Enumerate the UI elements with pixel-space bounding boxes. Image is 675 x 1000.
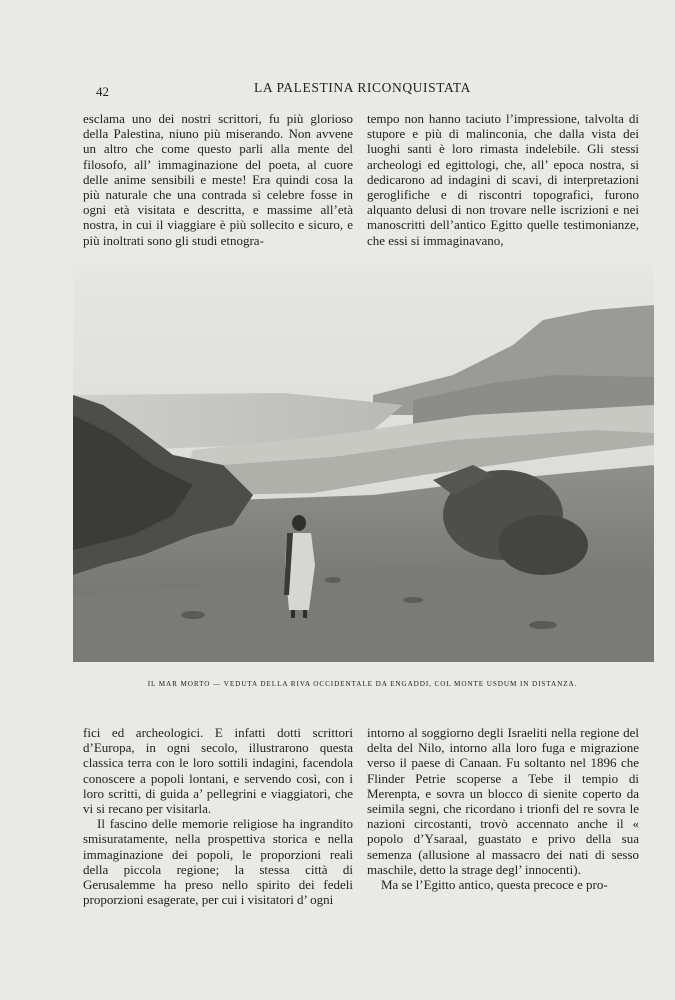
- dead-sea-photograph: [73, 265, 654, 662]
- paragraph: intorno al soggiorno degli Israeliti nella regione del delta del Nilo, intorno alla loro fuga e migrazione verso il paese di Canaan. Fu soltanto nel 1896 che Flinder Petrie scoperse a Tebe il tempio di Merenpta, e sovra un blocco di sienite coperto da seimila segni, che ricordano i trionfi del re sovra le nazioni circostanti, trovò accennato anche il « popolo d’Ysaraal, guastato e privo della sua semenza (allusione al massacro dei nati di sesso maschile, detto la strage degl’ innocenti).: [367, 725, 639, 877]
- paragraph: esclama uno dei nostri scrittori, fu più glorioso della Palestina, niuno più miserando. Non avvene un altro che come questo parli alla mente del filosofo, all’ immaginazione del poeta, al cuore delle anime sensibili e meste! Era quindi cosa la più naturale che una contrada sì celebre fosse in ogni età visitata e descritta, e massime all’età nostra, in cui il viaggiare è più sollecito e sicuro, e più inoltrati sono gli studi etnogra-: [83, 111, 353, 248]
- text-column-bottom-left: [83, 725, 353, 907]
- paragraph: tempo non hanno taciuto l’impressione, talvolta di stupore e più di malinconia, che dalla vista dei luoghi santi è loro rimasta indelebile. Gli stessi archeologi ed egittologi, che, all’ epoca nostra, si dedicarono ad indagini di scavi, di interpretazioni geroglifiche e di riscontri topografici, furono alquanto delusi di non trovare nelle iscrizioni e nei manoscritti dell’antico Egitto quelle testimonianze, che essi si immaginavano,: [367, 111, 639, 248]
- page-number: 42: [96, 84, 109, 99]
- text-column-bottom-right: [367, 725, 639, 892]
- text-column-top-left: [83, 111, 353, 248]
- text-column-top-right: [367, 111, 639, 248]
- figure-caption: IL MAR MORTO — VEDUTA DELLA RIVA OCCIDENTALE DA ENGADDI, COL MONTE USDUM IN DISTANZA.: [147, 680, 578, 688]
- paragraph: Ma se l’Egitto antico, questa precoce e pro-: [381, 877, 608, 893]
- running-title: LA PALESTINA RICONQUISTATA: [254, 80, 471, 95]
- paragraph: fici ed archeologici. E infatti dotti scrittori d’Europa, in ogni secolo, illustrarono questa classica terra con le loro sottili indagini, facendola conoscere a popoli lontani, e servendo così, con i loro scritti, di guida a’ pellegrini e viaggiatori, che vi si recano per visitarla.: [83, 725, 353, 817]
- paragraph: Il fascino delle memorie religiose ha ingrandito smisuratamente, nella prospettiva storica e nella immaginazione dei popoli, le proporzioni reali della piccola regione; la stessa città di Gerusalemme ha preso nello spirito dei fedeli proporzioni esagerate, per cui i visitatori d’ ogni: [83, 816, 353, 908]
